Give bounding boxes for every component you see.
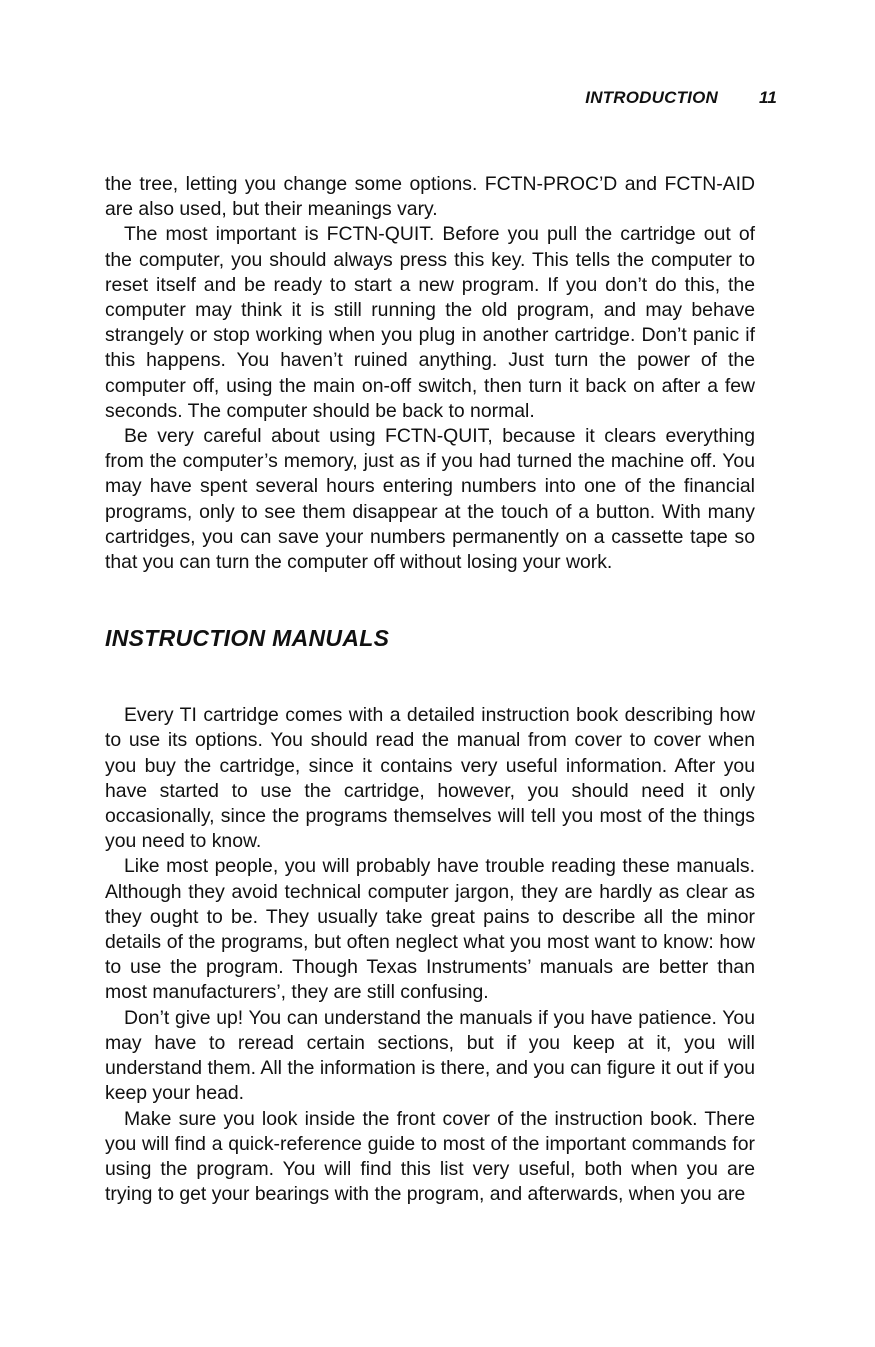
running-head [585, 88, 777, 108]
paragraph: Like most people, you will probably have trouble reading these manuals. Although they avoid technical computer jargon, they are hardly as clear as they ought to be. They usually take great pains to describe all the minor details of the programs, but often neglect what you most want to know: how to use the program. Though Texas Instruments’ manuals are better than most manufacturers’, they are still confusing. [105, 855, 755, 1004]
section-heading: INSTRUCTION MANUALS [105, 625, 390, 652]
paragraph: Make sure you look inside the front cover of the instruction book. There you will find a quick-reference guide to most of the important commands for using the program. You will find this list very useful, both when you are trying to get your bearings with the program, and afterwards, when you are [105, 1107, 755, 1206]
page-number: 11 [758, 88, 777, 107]
paragraph: The most important is FCTN-QUIT. Before you pull the cartridge out of the computer, you should always press this key. This tells the computer to reset itself and be ready to start a new program. If you don’t do this, the computer may think it is still running the old program, and may behave strangely or stop working when you plug in another cartridge. Don’t panic if this happens. You haven’t ruined anything. Just turn the power of the computer off, using the main on-off switch, then turn it back on after a few seconds. The computer should be back to normal. [105, 223, 755, 422]
running-head-title: INTRODUCTION [585, 88, 718, 107]
body-text [105, 172, 755, 1207]
paragraph: the tree, letting you change some options. FCTN-PROC’D and FCTN-AID are also used, but their meanings vary. [105, 173, 755, 221]
paragraph: Every TI cartridge comes with a detailed instruction book describing how to use its options. You should read the manual from cover to cover when you buy the cartridge, since it contains very useful information. After you have started to use the cartridge, however, you should need it only occasionally, since the programs themselves will tell you most of the things you need to know. [105, 704, 755, 853]
paragraph: Don’t give up! You can understand the manuals if you have patience. You may have to reread certain sections, but if you keep at it, you will understand them. All the information is there, and you can figure it out if you keep your head. [105, 1006, 755, 1105]
paragraph: Be very careful about using FCTN-QUIT, because it clears everything from the computer’s memory, just as if you had turned the machine off. You may have spent several hours entering numbers into one of the financial programs, only to see them disappear at the touch of a button. With many cartridges, you can save your numbers permanently on a cassette tape so that you can turn the computer off without losing your work. [105, 425, 755, 574]
